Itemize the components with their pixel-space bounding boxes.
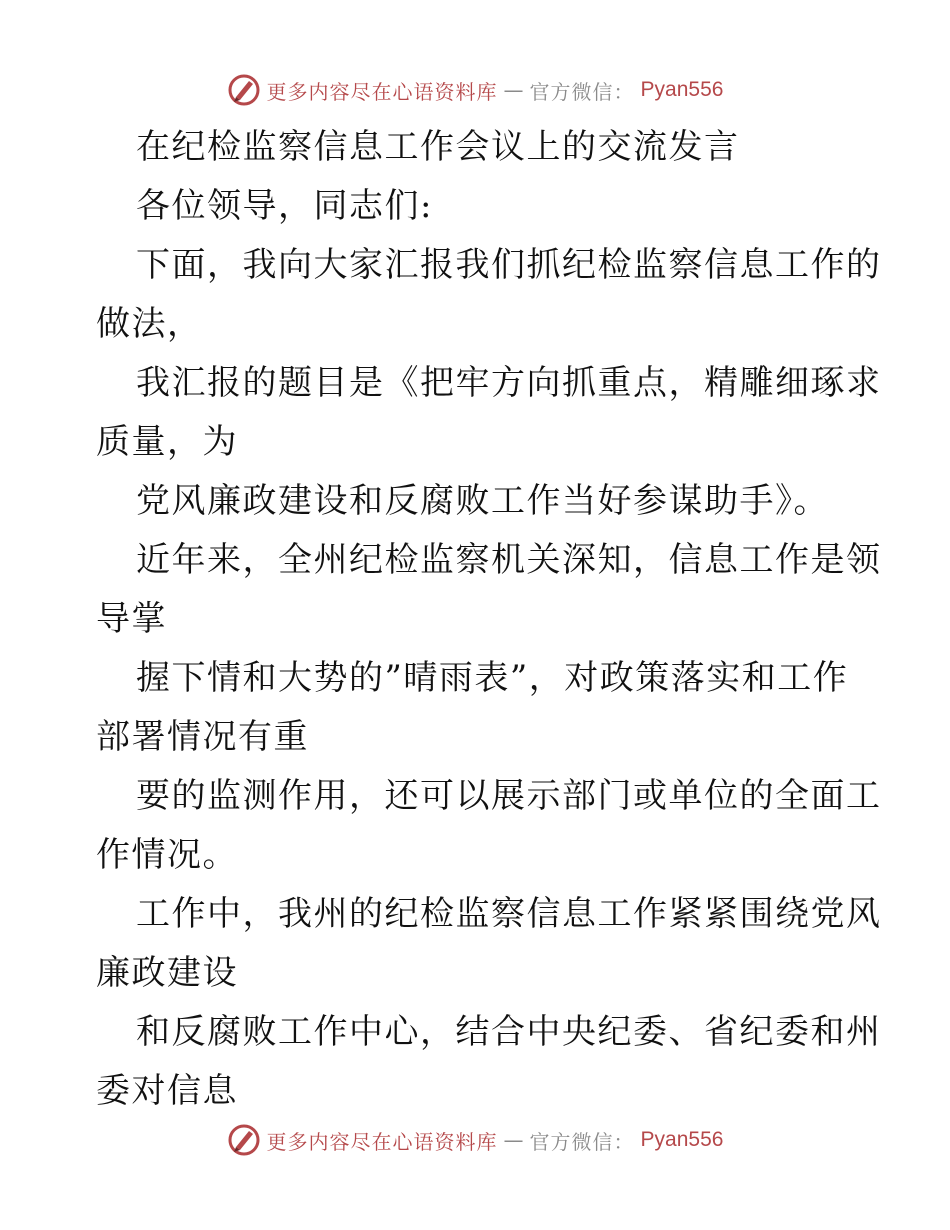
salutation: 各位领导，同志们:: [136, 186, 433, 226]
paragraph-line: 要的监测作用，还可以展示部门或单位的全面工: [136, 776, 882, 816]
header-wechat-id: Pyan556: [640, 78, 724, 101]
footer-banner: [0, 1120, 950, 1160]
pen-logo-icon: [227, 1123, 261, 1157]
paragraph-line: 做法，: [96, 304, 203, 344]
header-wechat-label: 官方微信：: [529, 79, 635, 104]
paragraph-line: 导掌: [96, 599, 167, 639]
header-promo-text: 更多内容尽在心语资料库: [266, 79, 498, 104]
header-banner: [0, 70, 950, 110]
footer-promo-text: 更多内容尽在心语资料库: [266, 1129, 498, 1154]
document-body: [96, 118, 882, 1121]
document-title: 在纪检监察信息工作会议上的交流发言: [136, 127, 740, 167]
paragraph-line: 委对信息: [96, 1071, 238, 1111]
paragraph-line: 党风廉政建设和反腐败工作当好参谋助手》。: [136, 481, 829, 521]
paragraph-line: 工作中，我州的纪检监察信息工作紧紧围绕党风: [136, 894, 882, 934]
paragraph-line: 质量，为: [96, 422, 238, 462]
paragraph-line: 廉政建设: [96, 953, 238, 993]
paragraph-line: 下面，我向大家汇报我们抓纪检监察信息工作的: [136, 245, 882, 285]
paragraph-line: 部署情况有重: [96, 717, 309, 757]
footer-wechat-label: 官方微信：: [529, 1129, 635, 1154]
paragraph-line: 我汇报的题目是《把牢方向抓重点，精雕细琢求: [136, 363, 882, 403]
pen-logo-icon: [227, 73, 261, 107]
footer-separator: —: [503, 1128, 524, 1152]
footer-wechat-id: Pyan556: [640, 1128, 724, 1151]
header-separator: —: [503, 78, 524, 102]
paragraph-line: 握下情和大势的”晴雨表”，对政策落实和工作: [136, 658, 849, 698]
paragraph-line: 作情况。: [96, 835, 238, 875]
paragraph-line: 和反腐败工作中心，结合中央纪委、省纪委和州: [136, 1012, 882, 1052]
paragraph-line: 近年来，全州纪检监察机关深知，信息工作是领: [136, 540, 882, 580]
